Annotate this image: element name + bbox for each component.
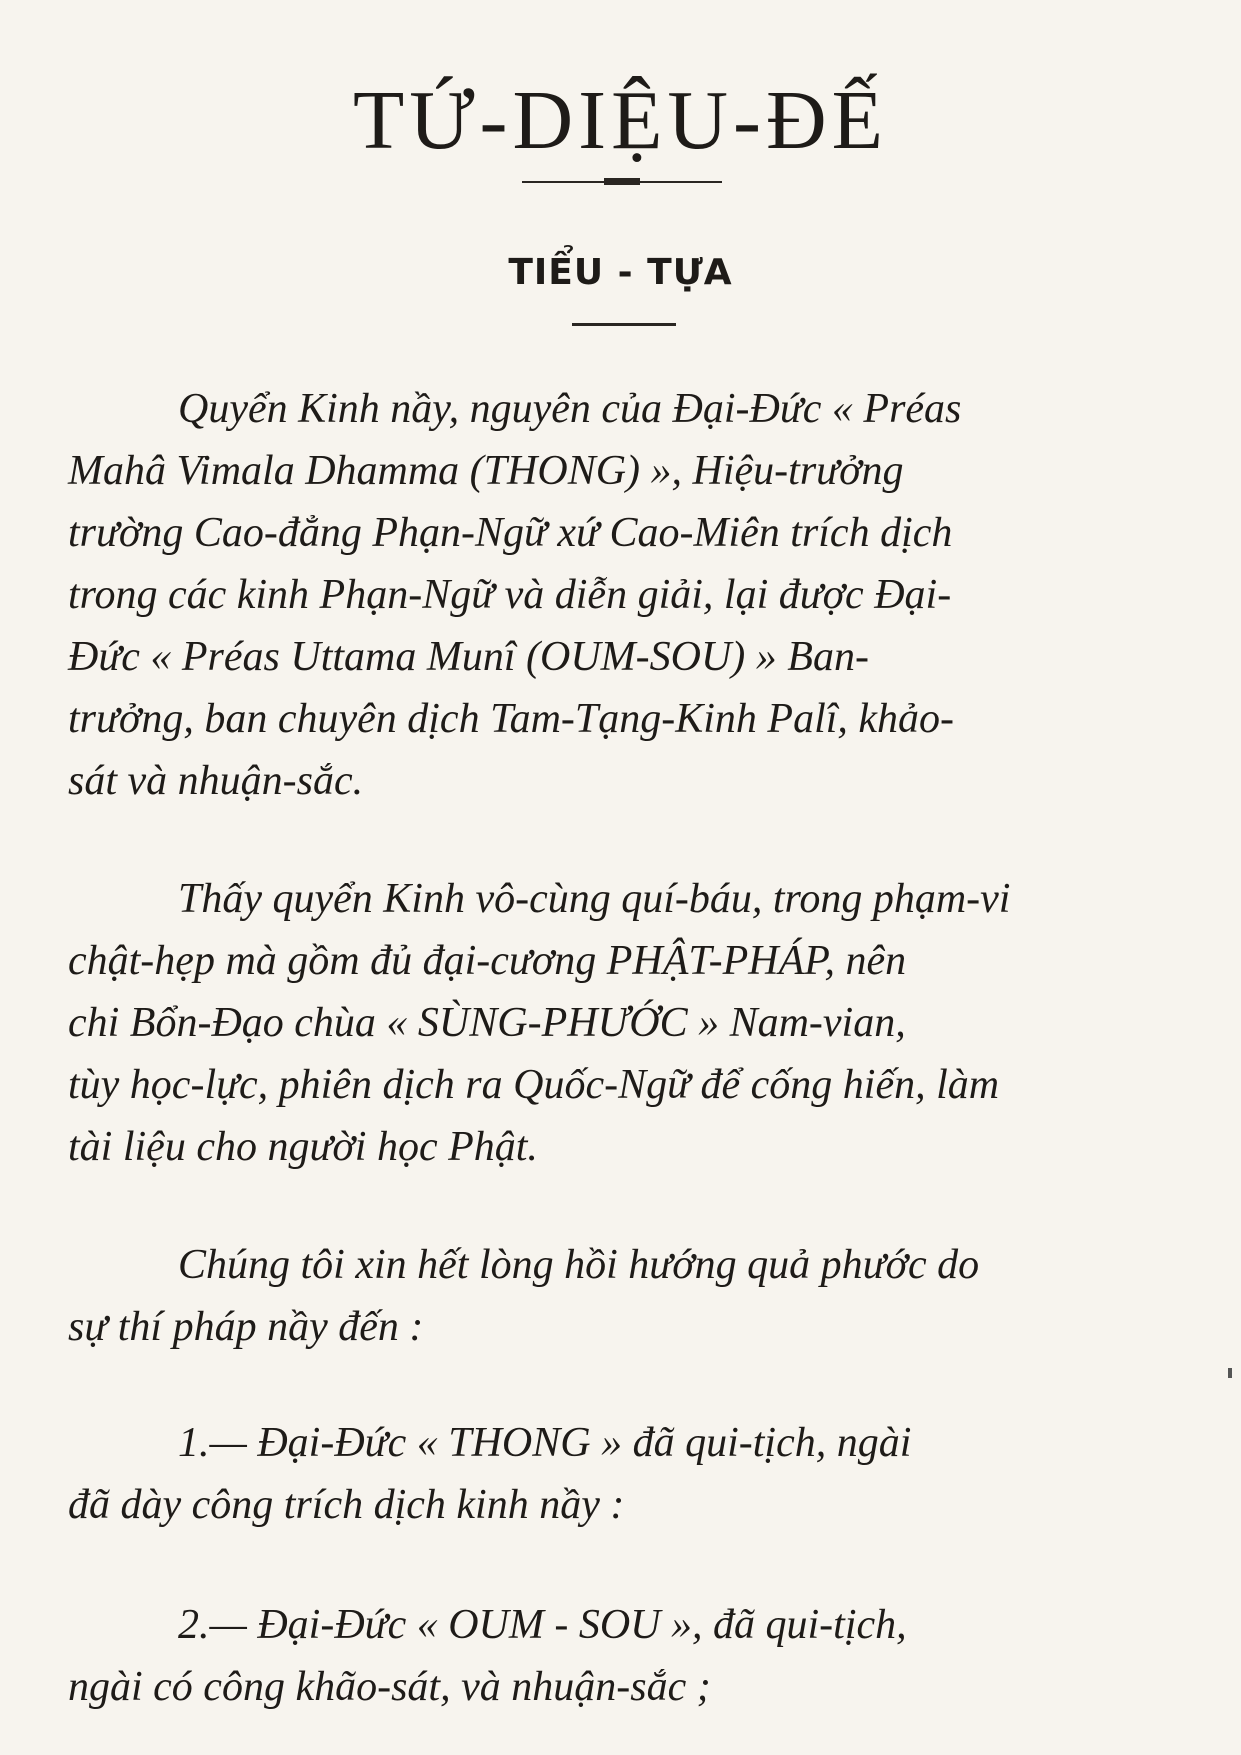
text-line: trong các kinh Phạn-Ngữ và diễn giải, lại được Đại- (68, 572, 952, 618)
text-line: Mahâ Vimala Dhamma (THONG) », Hiệu-trưởng (68, 448, 904, 494)
text-line: Thấy quyển Kinh vô-cùng quí-báu, trong phạm-vi (178, 876, 1011, 922)
text-line: ngài có công khão-sát, và nhuận-sắc ; (68, 1664, 711, 1710)
scan-speck (1228, 1368, 1232, 1378)
text-line: Quyển Kinh nầy, nguyên của Đại-Đức « Préas (178, 386, 962, 432)
text-line: sự thí pháp nầy đến : (68, 1304, 424, 1350)
text-line: chật-hẹp mà gồm đủ đại-cương PHẬT-PHÁP, nên (68, 938, 907, 984)
list-item-1 (68, 1412, 1198, 1536)
text-line: đã dày công trích dịch kinh nầy : (68, 1482, 625, 1528)
ornament-center-bar (604, 178, 640, 185)
text-line: 1.— Đại-Đức « THONG » đã qui-tịch, ngài (178, 1420, 912, 1466)
text-line: trường Cao-đẳng Phạn-Ngữ xứ Cao-Miên trích dịch (68, 510, 953, 556)
page-title: TỨ-DIỆU-ĐẾ (352, 74, 888, 167)
text-line: tùy học-lực, phiên dịch ra Quốc-Ngữ để cống hiến, làm (68, 1062, 1000, 1108)
title-ornament-divider (522, 178, 722, 186)
list-item-2 (68, 1594, 1198, 1718)
paragraph-1 (68, 378, 1198, 812)
text-line: Chúng tôi xin hết lòng hồi hướng quả phước do (178, 1242, 980, 1288)
text-line: Đức « Préas Uttama Munî (OUM-SOU) » Ban- (68, 634, 869, 680)
text-line: trưởng, ban chuyên dịch Tam-Tạng-Kinh Palî, khảo- (68, 696, 955, 742)
heading-underline (572, 323, 676, 326)
text-line: 2.— Đại-Đức « OUM - SOU », đã qui-tịch, (178, 1602, 907, 1648)
section-heading: TIỂU - TỰA (508, 252, 733, 293)
paragraph-3 (68, 1234, 1198, 1358)
text-line: tài liệu cho người học Phật. (68, 1124, 538, 1170)
text-line: chi Bổn-Đạo chùa « SÙNG-PHƯỚC » Nam-vian, (68, 1000, 906, 1046)
paragraph-2 (68, 868, 1198, 1178)
text-line: sát và nhuận-sắc. (68, 758, 364, 804)
